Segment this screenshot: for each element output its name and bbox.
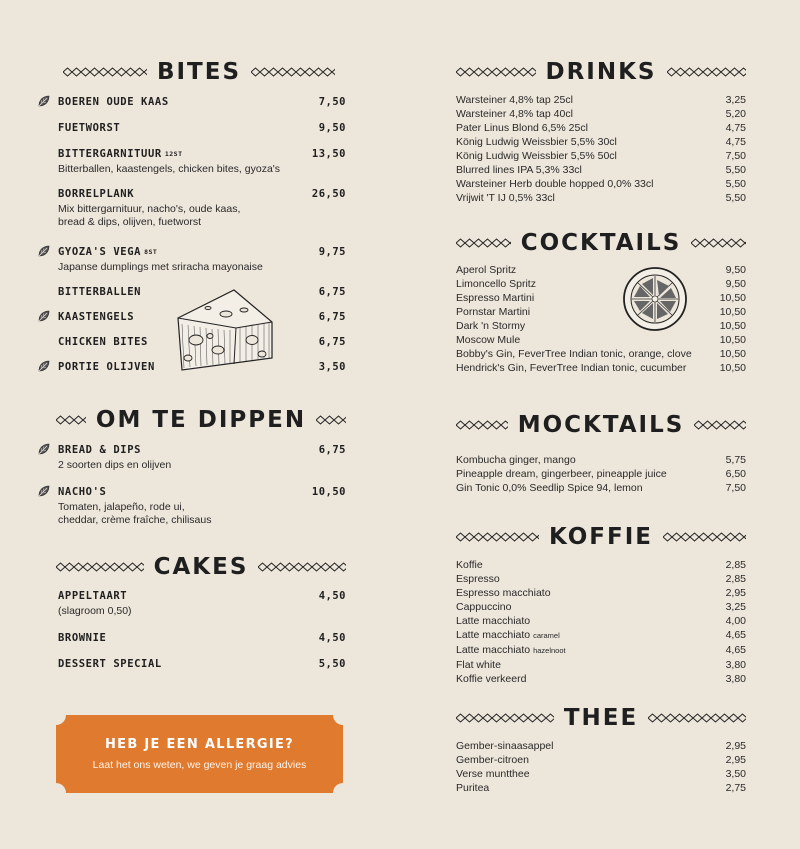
item-price: 4,50 bbox=[318, 590, 346, 602]
item-name: Warsteiner 4,8% tap 40cl bbox=[456, 108, 573, 120]
item-price: 3,50 bbox=[725, 768, 746, 780]
section-header-cocktails bbox=[456, 228, 746, 258]
list-item bbox=[456, 177, 746, 191]
item-price: 2,85 bbox=[725, 573, 746, 585]
list-item bbox=[456, 319, 746, 333]
item-name: Vrijwit 'T IJ 0,5% 33cl bbox=[456, 192, 555, 204]
menu-item bbox=[36, 188, 346, 229]
item-description bbox=[36, 203, 346, 229]
item-price: 2,95 bbox=[725, 587, 746, 599]
allergy-title: HEB JE EEN ALLERGIE? bbox=[104, 737, 295, 752]
item-price: 3,50 bbox=[318, 361, 346, 373]
zigzag-ornament-icon bbox=[316, 415, 346, 425]
item-price: 5,50 bbox=[725, 192, 746, 204]
item-count: 12ST bbox=[164, 150, 183, 158]
zigzag-ornament-icon bbox=[456, 238, 511, 248]
drinks-list bbox=[456, 93, 746, 205]
item-price: 10,50 bbox=[719, 348, 746, 360]
item-name: Koffie bbox=[456, 559, 483, 571]
item-name: Moscow Mule bbox=[456, 334, 521, 346]
list-item bbox=[456, 600, 746, 614]
item-price: 5,50 bbox=[725, 164, 746, 176]
mocktails-list bbox=[456, 453, 746, 495]
item-name: Blurred lines IPA 5,3% 33cl bbox=[456, 164, 582, 176]
zigzag-ornament-icon bbox=[691, 238, 746, 248]
section-title: BITES bbox=[156, 59, 242, 85]
item-name: DESSERT SPECIAL bbox=[58, 658, 162, 670]
item-price: 9,50 bbox=[318, 122, 346, 134]
item-price: 6,75 bbox=[318, 444, 346, 456]
item-name-text: BITTERGARNITUUR bbox=[58, 148, 162, 160]
item-name: Pineapple dream, gingerbeer, pineapple juice bbox=[456, 468, 667, 480]
item-description-line: bread & dips, olijven, fuetworst bbox=[58, 216, 201, 228]
list-item bbox=[456, 658, 746, 672]
item-description bbox=[36, 501, 346, 527]
item-price: 3,80 bbox=[725, 659, 746, 671]
item-price: 2,75 bbox=[725, 782, 746, 794]
menu-item bbox=[36, 148, 346, 176]
zigzag-ornament-icon bbox=[258, 562, 346, 572]
item-name: BOEREN OUDE KAAS bbox=[58, 96, 169, 108]
list-item bbox=[456, 628, 746, 643]
zigzag-ornament-icon bbox=[56, 562, 144, 572]
list-item bbox=[456, 333, 746, 347]
section-header-drinks bbox=[456, 57, 746, 87]
zigzag-ornament-icon bbox=[456, 420, 508, 430]
list-item bbox=[456, 672, 746, 686]
section-title: OM TE DIPPEN bbox=[95, 407, 307, 433]
item-price: 13,50 bbox=[311, 148, 346, 160]
item-price: 3,80 bbox=[725, 673, 746, 685]
item-price: 5,75 bbox=[725, 454, 746, 466]
leaf-icon bbox=[37, 359, 51, 373]
section-title: THEE bbox=[563, 705, 639, 731]
list-item bbox=[456, 191, 746, 205]
item-name: Puritea bbox=[456, 782, 490, 794]
thee-list bbox=[456, 739, 746, 795]
item-name: Espresso bbox=[456, 573, 500, 585]
menu-item bbox=[36, 444, 346, 472]
section-title: DRINKS bbox=[545, 59, 657, 85]
item-name: Bobby's Gin, FeverTree Indian tonic, orange, clove bbox=[456, 348, 692, 360]
item-name bbox=[36, 246, 157, 258]
item-name: Koffie verkeerd bbox=[456, 673, 527, 685]
item-price: 7,50 bbox=[318, 96, 346, 108]
item-name: BROWNIE bbox=[58, 632, 107, 644]
item-name: Dark 'n Stormy bbox=[456, 320, 526, 332]
menu-item bbox=[36, 122, 346, 134]
item-name: Limoncello Spritz bbox=[456, 278, 536, 290]
allergy-banner bbox=[56, 715, 343, 793]
item-price: 9,75 bbox=[318, 246, 346, 258]
list-item bbox=[456, 572, 746, 586]
item-description-line: Mix bittergarnituur, nacho's, oude kaas, bbox=[58, 203, 241, 215]
item-price: 10,50 bbox=[719, 334, 746, 346]
section-header-cakes bbox=[56, 552, 346, 582]
item-name: PORTIE OLIJVEN bbox=[58, 361, 155, 373]
item-name: Gember-sinaasappel bbox=[456, 740, 554, 752]
list-item bbox=[456, 149, 746, 163]
item-name bbox=[456, 628, 560, 643]
item-name: Verse muntthee bbox=[456, 768, 530, 780]
item-price: 5,50 bbox=[318, 658, 346, 670]
list-item bbox=[456, 305, 746, 319]
item-price: 9,50 bbox=[725, 278, 746, 290]
section-header-thee bbox=[456, 703, 746, 733]
allergy-subtitle: Laat het ons weten, we geven je graag advies bbox=[92, 759, 307, 771]
item-name: BITTERBALLEN bbox=[58, 286, 142, 298]
item-name: Cappuccino bbox=[456, 601, 512, 613]
menu-item bbox=[36, 486, 346, 527]
zigzag-ornament-icon bbox=[251, 67, 335, 77]
item-name bbox=[36, 148, 182, 160]
list-item bbox=[456, 739, 746, 753]
item-name: KAASTENGELS bbox=[58, 311, 135, 323]
item-name-text: GYOZA'S VEGA bbox=[58, 246, 142, 258]
section-title: MOCKTAILS bbox=[517, 412, 685, 438]
item-count: 8ST bbox=[144, 248, 158, 256]
item-name: Warsteiner 4,8% tap 25cl bbox=[456, 94, 573, 106]
cheese-illustration-icon bbox=[174, 288, 278, 372]
section-title: KOFFIE bbox=[548, 524, 654, 550]
menu-item bbox=[36, 96, 346, 108]
item-name: Flat white bbox=[456, 659, 501, 671]
list-item bbox=[456, 93, 746, 107]
list-item bbox=[456, 291, 746, 305]
zigzag-ornament-icon bbox=[648, 713, 746, 723]
menu-item bbox=[36, 246, 346, 274]
item-price: 2,95 bbox=[725, 754, 746, 766]
item-price: 2,95 bbox=[725, 740, 746, 752]
item-name-text: Latte macchiato bbox=[456, 629, 531, 641]
list-item bbox=[456, 643, 746, 658]
item-price: 4,75 bbox=[725, 122, 746, 134]
item-name: König Ludwig Weissbier 5,5% 30cl bbox=[456, 136, 617, 148]
item-name-text: Latte macchiato bbox=[456, 644, 531, 656]
zigzag-ornament-icon bbox=[63, 67, 147, 77]
item-price: 5,50 bbox=[725, 178, 746, 190]
section-title: CAKES bbox=[153, 554, 249, 580]
menu-item bbox=[36, 590, 346, 618]
list-item bbox=[456, 558, 746, 572]
item-price: 10,50 bbox=[719, 320, 746, 332]
list-item bbox=[456, 361, 746, 375]
zigzag-ornament-icon bbox=[456, 532, 539, 542]
zigzag-ornament-icon bbox=[456, 67, 536, 77]
list-item bbox=[456, 586, 746, 600]
ticket-shape-icon bbox=[56, 715, 343, 793]
item-name: NACHO'S bbox=[58, 486, 107, 498]
item-name: Espresso Martini bbox=[456, 292, 535, 304]
list-item bbox=[456, 121, 746, 135]
item-price: 2,85 bbox=[725, 559, 746, 571]
item-price: 5,20 bbox=[725, 108, 746, 120]
menu-item bbox=[36, 658, 346, 670]
leaf-icon bbox=[37, 309, 51, 323]
koffie-list bbox=[456, 558, 746, 686]
item-price: 3,25 bbox=[725, 94, 746, 106]
item-description-line: Tomaten, jalapeño, rode ui, bbox=[58, 501, 185, 513]
list-item bbox=[456, 107, 746, 121]
item-price: 4,65 bbox=[725, 629, 746, 641]
section-header-dippen bbox=[56, 405, 346, 435]
item-name: Hendrick's Gin, FeverTree Indian tonic, cucumber bbox=[456, 362, 687, 374]
zigzag-ornament-icon bbox=[56, 415, 86, 425]
item-price: 26,50 bbox=[311, 188, 346, 200]
list-item bbox=[456, 467, 746, 481]
item-name: Latte macchiato bbox=[456, 615, 531, 627]
section-header-koffie bbox=[456, 522, 746, 552]
item-name: König Ludwig Weissbier 5,5% 50cl bbox=[456, 150, 617, 162]
item-name: Gin Tonic 0,0% Seedlip Spice 94, lemon bbox=[456, 482, 643, 494]
item-price: 6,75 bbox=[318, 336, 346, 348]
item-description: Japanse dumplings met sriracha mayonaise bbox=[58, 261, 263, 273]
item-name: BREAD & DIPS bbox=[58, 444, 142, 456]
item-price: 4,65 bbox=[725, 644, 746, 656]
list-item bbox=[456, 277, 746, 291]
cocktails-list bbox=[456, 263, 746, 375]
item-description-line: cheddar, crème fraîche, chilisaus bbox=[58, 514, 212, 526]
list-item bbox=[456, 263, 746, 277]
list-item bbox=[456, 135, 746, 149]
section-title: COCKTAILS bbox=[520, 230, 682, 256]
leaf-icon bbox=[37, 442, 51, 456]
list-item bbox=[456, 767, 746, 781]
item-note: hazelnoot bbox=[533, 646, 566, 655]
section-header-mocktails bbox=[456, 410, 746, 440]
item-price: 4,50 bbox=[318, 632, 346, 644]
list-item bbox=[456, 163, 746, 177]
leaf-icon bbox=[37, 244, 51, 258]
zigzag-ornament-icon bbox=[456, 713, 554, 723]
item-note: caramel bbox=[533, 631, 560, 640]
list-item bbox=[456, 753, 746, 767]
item-price: 6,75 bbox=[318, 286, 346, 298]
item-price: 7,50 bbox=[725, 482, 746, 494]
item-description: Bitterballen, kaastengels, chicken bites, gyoza's bbox=[58, 163, 281, 175]
item-name: Aperol Spritz bbox=[456, 264, 517, 276]
item-price: 6,75 bbox=[318, 311, 346, 323]
list-item bbox=[456, 781, 746, 795]
item-name: Gember-citroen bbox=[456, 754, 529, 766]
leaf-icon bbox=[37, 484, 51, 498]
leaf-icon bbox=[37, 94, 51, 108]
section-header-bites bbox=[54, 57, 344, 87]
item-name: Pater Linus Blond 6,5% 25cl bbox=[456, 122, 588, 134]
list-item bbox=[456, 453, 746, 467]
zigzag-ornament-icon bbox=[694, 420, 746, 430]
item-name: BORRELPLANK bbox=[58, 188, 135, 200]
item-price: 10,50 bbox=[719, 362, 746, 374]
item-price: 7,50 bbox=[725, 150, 746, 162]
item-price: 6,50 bbox=[725, 468, 746, 480]
item-price: 10,50 bbox=[719, 292, 746, 304]
item-name: Kombucha ginger, mango bbox=[456, 454, 576, 466]
item-name: Pornstar Martini bbox=[456, 306, 531, 318]
item-price: 10,50 bbox=[311, 486, 346, 498]
zigzag-ornament-icon bbox=[663, 532, 746, 542]
item-price: 4,00 bbox=[725, 615, 746, 627]
item-price: 4,75 bbox=[725, 136, 746, 148]
menu-item bbox=[36, 632, 346, 644]
list-item bbox=[456, 347, 746, 361]
item-name: APPELTAART bbox=[58, 590, 128, 602]
item-name: FUETWORST bbox=[58, 122, 121, 134]
item-description: 2 soorten dips en olijven bbox=[58, 459, 172, 471]
item-price: 10,50 bbox=[719, 306, 746, 318]
list-item bbox=[456, 481, 746, 495]
zigzag-ornament-icon bbox=[667, 67, 747, 77]
item-description: (slagroom 0,50) bbox=[58, 605, 132, 617]
item-name: Espresso macchiato bbox=[456, 587, 551, 599]
item-name bbox=[456, 643, 566, 658]
item-name: Warsteiner Herb double hopped 0,0% 33cl bbox=[456, 178, 654, 190]
item-price: 9,50 bbox=[725, 264, 746, 276]
item-name: CHICKEN BITES bbox=[58, 336, 148, 348]
list-item bbox=[456, 614, 746, 628]
item-price: 3,25 bbox=[725, 601, 746, 613]
